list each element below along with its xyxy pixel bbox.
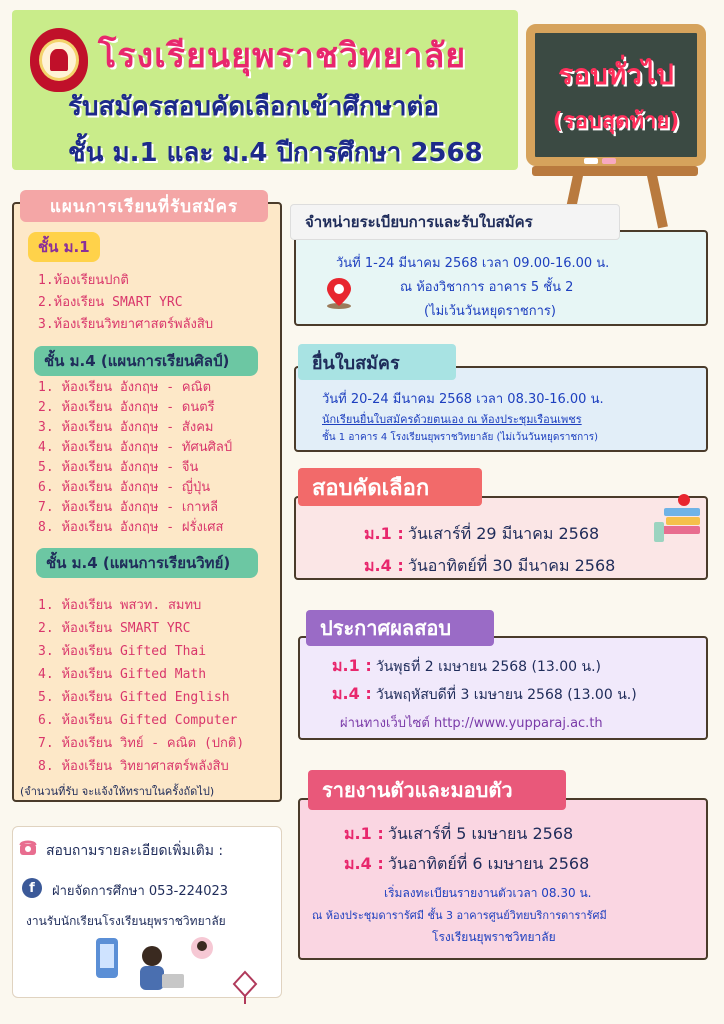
contact-heading: สอบถามรายละเอียดเพิ่มเติม :	[46, 843, 224, 859]
quota-note: (จำนวนที่รับ จะแจ้งให้ทราบในครั้งถัดไป)	[20, 785, 215, 798]
list-item: 2.ห้องเรียน SMART YRC	[38, 295, 183, 310]
m1-list	[38, 270, 213, 336]
exam-title: สอบคัดเลือก	[298, 468, 482, 506]
sell-forms-note: (ไม่เว้นวันหยุดราชการ)	[424, 304, 556, 319]
kite-icon	[232, 970, 258, 1004]
m4-arts-list	[38, 378, 232, 538]
exam-m4	[364, 554, 615, 579]
results-m4-date: วันพฤหัสบดีที่ 3 เมษายน 2568 (13.00 น.)	[375, 687, 637, 703]
submit-date: วันที่ 20-24 มีนาคม 2568 เวลา 08.30-16.00 น.	[322, 392, 604, 407]
sell-forms-title: จำหน่ายระเบียบการและรับใบสมัคร	[290, 204, 620, 240]
header-banner	[12, 10, 518, 170]
m4-sci-label: ชั้น ม.4 (แผนการเรียนวิทย์)	[36, 548, 258, 578]
results-title: ประกาศผลสอบ	[306, 610, 494, 646]
facebook-icon[interactable]: f	[22, 878, 42, 898]
admission-levels: ชั้น ม.1 และ ม.4 ปีการศึกษา 2568	[68, 138, 483, 168]
people-illustration-icon	[92, 930, 222, 996]
plans-title: แผนการเรียนที่รับสมัคร	[20, 190, 268, 222]
list-item: 7. ห้องเรียน อังกฤษ - เกาหลี	[38, 500, 219, 515]
chalk-icon	[602, 158, 616, 164]
list-item: 8. ห้องเรียน อังกฤษ - ฝรั่งเศส	[38, 520, 224, 535]
sell-forms-date: วันที่ 1-24 มีนาคม 2568 เวลา 09.00-16.00 น.	[336, 256, 610, 271]
report-place: ณ ห้องประชุมดารารัศมี ชั้น 3 อาคารศูนย์วิทยบริการดารารัศมี	[312, 909, 607, 922]
report-time: เริ่มลงทะเบียนรายงานตัวเวลา 08.30 น.	[384, 886, 592, 900]
round-sublabel: (รอบสุดท้าย)	[552, 108, 680, 134]
exam-m4-date: วันอาทิตย์ที่ 30 มีนาคม 2568	[407, 556, 616, 575]
list-item: 5. ห้องเรียน อังกฤษ - จีน	[38, 460, 199, 475]
location-pin-icon	[322, 276, 356, 310]
exam-m1	[364, 522, 599, 547]
results-m1-label: ม.1 :	[332, 656, 372, 675]
board-tray	[532, 166, 698, 176]
m4-sci-list	[38, 594, 244, 778]
round-board	[526, 24, 706, 166]
round-label: รอบทั่วไป	[558, 57, 674, 91]
contact-phone: ฝ่ายจัดการศึกษา 053-224023	[52, 884, 229, 899]
list-item: 1. ห้องเรียน อังกฤษ - คณิต	[38, 380, 212, 395]
books-icon	[652, 492, 702, 544]
list-item: 6. ห้องเรียน Gifted Computer	[38, 713, 238, 728]
report-title: รายงานตัวและมอบตัว	[308, 770, 566, 810]
list-item: 5. ห้องเรียน Gifted English	[38, 690, 230, 705]
report-m1-date: วันเสาร์ที่ 5 เมษายน 2568	[387, 824, 574, 843]
contact-unit: งานรับนักเรียนโรงเรียนยุพราชวิทยาลัย	[26, 914, 226, 928]
sell-forms-room: ณ ห้องวิชาการ อาคาร 5 ชั้น 2	[400, 280, 574, 295]
results-m4-label: ม.4 :	[332, 684, 372, 703]
list-item: 8. ห้องเรียน วิทยาศาสตร์พลังสิบ	[38, 759, 229, 774]
results-m1	[332, 654, 601, 679]
submit-title: ยื่นใบสมัคร	[298, 344, 456, 380]
exam-m1-label: ม.1 :	[364, 524, 404, 543]
report-m1-label: ม.1 :	[344, 824, 384, 843]
report-m4	[344, 852, 589, 877]
report-m4-date: วันอาทิตย์ที่ 6 เมษายน 2568	[387, 854, 590, 873]
m4-arts-label: ชั้น ม.4 (แผนการเรียนศิลป์)	[34, 346, 258, 376]
chalk-icon	[584, 158, 598, 164]
list-item: 1.ห้องเรียนปกติ	[38, 273, 129, 288]
admission-title: รับสมัครสอบคัดเลือกเข้าศึกษาต่อ	[68, 92, 440, 122]
list-item: 4. ห้องเรียน Gifted Math	[38, 667, 207, 682]
m1-label: ชั้น ม.1	[28, 232, 100, 262]
results-website[interactable]: ผ่านทางเว็บไซต์ http://www.yupparaj.ac.th	[340, 716, 603, 731]
phone-icon	[18, 838, 38, 858]
list-item: 3.ห้องเรียนวิทยาศาสตร์พลังสิบ	[38, 317, 214, 332]
submit-place: นักเรียนยื่นใบสมัครด้วยตนเอง ณ ห้องประชุมเรือนเพชร	[322, 413, 582, 426]
submit-building: ชั้น 1 อาคาร 4 โรงเรียนยุพราชวิทยาลัย (ไม่เว้นวันหยุดราชการ)	[322, 432, 599, 443]
list-item: 6. ห้องเรียน อังกฤษ - ญี่ปุ่น	[38, 480, 211, 495]
exam-m4-label: ม.4 :	[364, 556, 404, 575]
list-item: 2. ห้องเรียน อังกฤษ - ดนตรี	[38, 400, 215, 415]
easel-leg	[646, 170, 668, 229]
results-m4	[332, 682, 637, 707]
list-item: 7. ห้องเรียน วิทย์ - คณิต (ปกติ)	[38, 736, 245, 751]
results-m1-date: วันพุธที่ 2 เมษายน 2568 (13.00 น.)	[375, 659, 601, 675]
list-item: 4. ห้องเรียน อังกฤษ - ทัศนศิลป์	[38, 440, 233, 455]
school-name: โรงเรียนยุพราชวิทยาลัย	[98, 36, 467, 76]
list-item: 3. ห้องเรียน Gifted Thai	[38, 644, 207, 659]
list-item: 3. ห้องเรียน อังกฤษ - สังคม	[38, 420, 214, 435]
school-logo-icon	[30, 28, 88, 92]
report-m4-label: ม.4 :	[344, 854, 384, 873]
report-school: โรงเรียนยุพราชวิทยาลัย	[432, 930, 556, 944]
exam-m1-date: วันเสาร์ที่ 29 มีนาคม 2568	[407, 524, 600, 543]
list-item: 2. ห้องเรียน SMART YRC	[38, 621, 191, 636]
report-m1	[344, 822, 573, 847]
chalkboard	[524, 20, 710, 230]
list-item: 1. ห้องเรียน พสวท. สมทบ	[38, 598, 202, 613]
